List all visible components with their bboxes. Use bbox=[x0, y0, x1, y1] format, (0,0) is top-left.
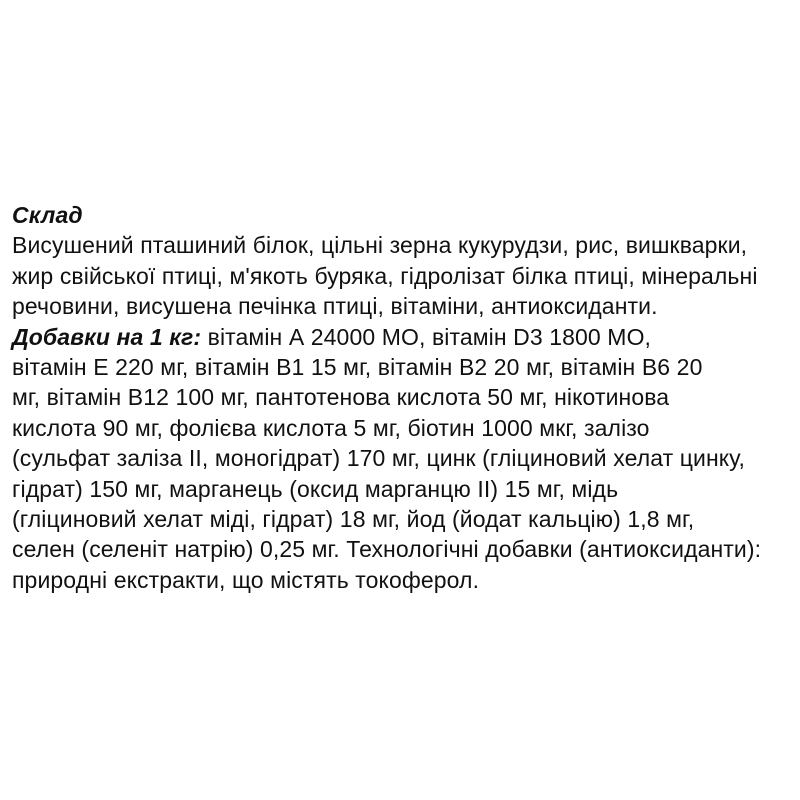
additives-label: Добавки на 1 кг: bbox=[12, 323, 202, 350]
additives-line: (сульфат заліза ІІ, моногідрат) 170 мг, цинк (гліциновий хелат цинку, bbox=[12, 445, 745, 472]
additives-first-line-text: вітамін А 24000 МО, вітамін D3 1800 МО, bbox=[201, 323, 652, 350]
composition-line: жир свійської птиці, м'якоть буряка, гідролізат білка птиці, мінеральні bbox=[12, 262, 758, 289]
additives-line: гідрат) 150 мг, марганець (оксид марганцю ІІ) 15 мг, мідь bbox=[12, 475, 619, 502]
composition-heading: Склад bbox=[12, 202, 83, 228]
additives-line: кислота 90 мг, фолієва кислота 5 мг, біотин 1000 мкг, залізо bbox=[12, 414, 650, 441]
additives-first-line bbox=[12, 322, 792, 352]
additives-line: вітамін Е 220 мг, вітамін В1 15 мг, вітамін В2 20 мг, вітамін В6 20 bbox=[12, 354, 703, 381]
additives-line: мг, вітамін В12 100 мг, пантотенова кислота 50 мг, нікотинова bbox=[12, 384, 670, 411]
ingredients-text-block bbox=[12, 200, 792, 595]
composition-line: речовини, висушена печінка птиці, вітаміни, антиоксиданти. bbox=[12, 293, 658, 320]
additives-line: (гліциновий хелат міді, гідрат) 18 мг, йод (йодат кальцію) 1,8 мг, bbox=[12, 506, 695, 533]
additives-line: природні екстракти, що містять токоферол. bbox=[12, 566, 480, 593]
composition-line: Висушений пташиний білок, цільні зерна кукурудзи, рис, вишкварки, bbox=[12, 232, 748, 259]
additives-line: селен (селеніт натрію) 0,25 мг. Технологічні добавки (антиоксиданти): bbox=[12, 536, 762, 563]
